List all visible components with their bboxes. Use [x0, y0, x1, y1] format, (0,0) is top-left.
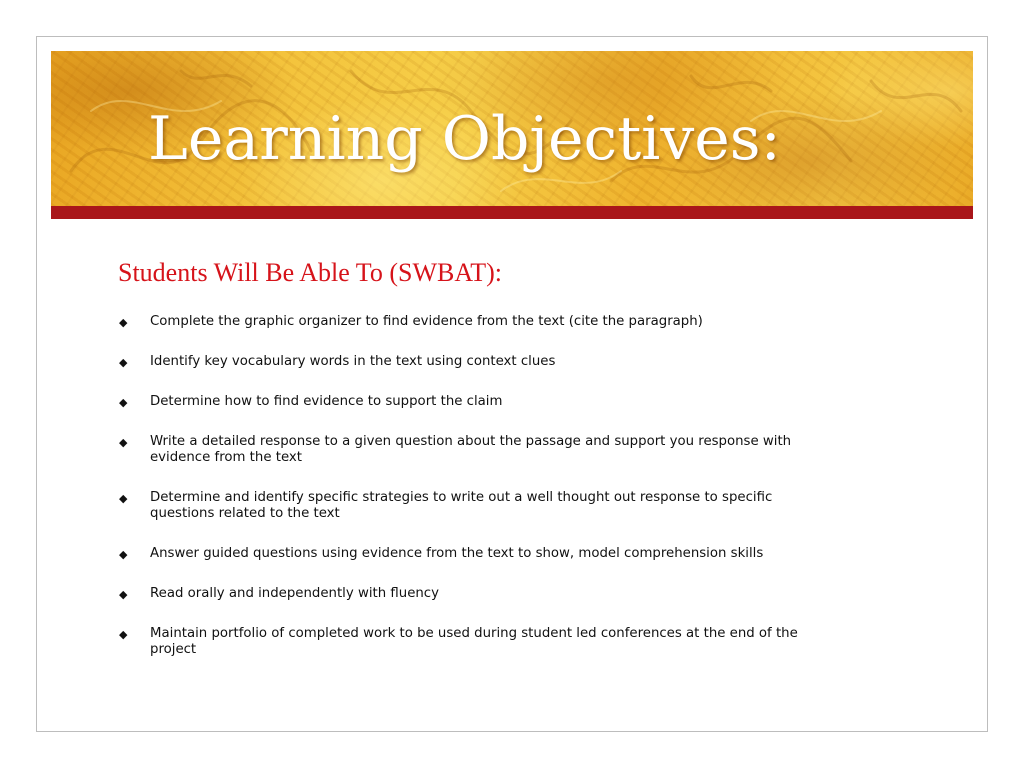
- objective-item: [118, 354, 798, 370]
- diamond-bullet-icon: ◆: [119, 588, 128, 601]
- diamond-bullet-icon: ◆: [119, 316, 128, 329]
- objective-item: [118, 314, 798, 330]
- slide-subtitle: Students Will Be Able To (SWBAT):: [118, 258, 503, 287]
- diamond-bullet-icon: ◆: [119, 356, 128, 369]
- slide-title: Learning Objectives:: [148, 104, 781, 174]
- objective-item: [118, 546, 798, 562]
- objectives-list: [118, 314, 798, 658]
- diamond-bullet-icon: ◆: [119, 548, 128, 561]
- objective-text: Determine how to find evidence to support the claim: [150, 394, 503, 409]
- objective-text: Write a detailed response to a given question about the passage and support you response with evidence from the text: [150, 434, 792, 465]
- objective-item: [118, 434, 798, 466]
- diamond-bullet-icon: ◆: [119, 436, 128, 449]
- objective-item: [118, 394, 798, 410]
- objective-item: [118, 626, 798, 658]
- title-divider: [51, 206, 973, 219]
- objective-text: Answer guided questions using evidence from the text to show, model comprehension skills: [150, 546, 764, 561]
- objective-text: Maintain portfolio of completed work to be used during student led conferences at the end of the project: [150, 626, 798, 657]
- diamond-bullet-icon: ◆: [119, 396, 128, 409]
- objective-item: [118, 586, 798, 602]
- objective-text: Determine and identify specific strategies to write out a well thought out response to specific questions related to the text: [150, 490, 773, 521]
- diamond-bullet-icon: ◆: [119, 628, 128, 641]
- objective-text: Read orally and independently with fluency: [150, 586, 439, 601]
- diamond-bullet-icon: ◆: [119, 492, 128, 505]
- title-banner: [51, 51, 973, 206]
- objective-item: [118, 490, 798, 522]
- objective-text: Complete the graphic organizer to find evidence from the text (cite the paragraph): [150, 314, 703, 329]
- objective-text: Identify key vocabulary words in the text using context clues: [150, 354, 556, 369]
